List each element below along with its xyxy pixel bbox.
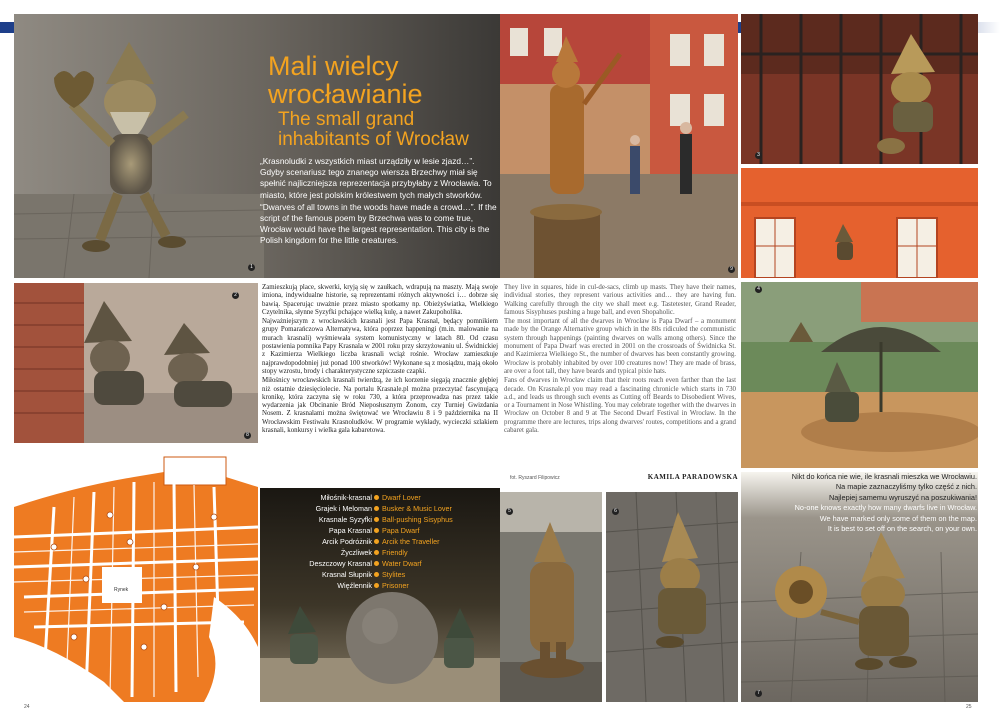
legend-bullet	[374, 550, 379, 555]
body-pl-paragraph-3: Miłośnicy wrocławskich krasnali twierdzą, że ich korzenie sięgają znacznie głębiej niż ostatnie dziesięciolecie. Na portalu Krasnale.pl można przeczytać fascynującą kronikę, która zaczyna się w roku 730, a która przeprowadza nas przez takie wydarzenia jak Obcinanie Bród Nieposłusznym Żonom, czy Turniej Gwizdania Nosem. Z krasnalami można świętować we Wrocławiu 8 i 9 października na II Wrocławskim Festiwalu Krasnoludków. W programie wykłady, wycieczki szlakiem krasnali, konkursy i wielka gala kabaretowa.	[262, 377, 498, 435]
map-caption	[745, 472, 977, 534]
photo-umbrella-gnome	[741, 282, 978, 468]
page-number-left: 24	[24, 704, 30, 710]
body-polish	[262, 284, 498, 486]
legend-bullet	[374, 561, 379, 566]
article-subtitle: The small grand inhabitants of Wrocław	[278, 109, 469, 150]
caption-en-line-3: It is best to set off on the search, on your own.	[827, 524, 977, 534]
photo-number-1: 1	[248, 264, 255, 271]
legend-row: Życzliwek Friendly	[340, 548, 408, 557]
body-en-paragraph-1: They live in squares, hide in cul-de-sacs, climb up masts. They have their names, individual stories, they represent various activities and… they are having fun. Walking carefully through the city we shall meet e.g. Tastetester, Grand Reader, famous Sisyphuses pushing a huge ball, and even Shopaholic.	[504, 284, 736, 316]
legend-bullet	[374, 495, 379, 500]
photo-number-9: 9	[728, 266, 735, 273]
photo-number-2: 2	[232, 292, 239, 299]
legend-row: Deszczowy Krasnal Water Dwarf	[309, 559, 422, 568]
legend-row: Arcik Podróżnik Arcik the Traveller	[322, 537, 440, 546]
photo-pavement-gnome	[606, 492, 738, 702]
photo-orange-building	[741, 168, 978, 278]
intro-polish: „Krasnoludki z wszystkich miast urządziły w lesie zjazd…”. Gdyby scenariusz tego znanego wiersza Brzechwy miał się spełnić najliczniejsza reprezentacja przybyłaby z Wrocławia. To miasto, które jest polskim królestwem tych małych stworków.	[260, 156, 492, 200]
legend-row: Papa Krasnal Papa Dwarf	[328, 526, 420, 535]
body-pl-paragraph-1: Zamieszkują place, skwerki, kryją się w zaułkach, wdrapują na maszty. Mają swoje imiona, indywidualne historie, są reprezentami różnych aktywności i… dobrze się bawią. Spacerując uważnie przez miasto spotkamy np. Obieżyświatka, Wielkiego Czytelnika, słynne Syzyfki pchające wielką kulę, a nawet Zakupoholika.	[262, 284, 498, 316]
caption-pl-line-3: Najlepiej samemu wyruszyć na poszukiwania!	[828, 492, 977, 502]
dwarf-legend	[262, 492, 500, 591]
legend-row: Grajek i Meloman Busker & Music Lover	[315, 504, 452, 513]
photo-tall-gnome	[500, 492, 602, 702]
legend-bullet	[374, 517, 379, 522]
caption-pl-line-2: Na mapie zaznaczyliśmy tylko część z nich.	[835, 482, 977, 492]
map-label-rynek: Rynek	[114, 587, 129, 593]
legend-bullet	[374, 572, 379, 577]
legend-bullet	[374, 528, 379, 533]
legend-bullet	[374, 506, 379, 511]
author-name: KAMILA PARADOWSKA	[647, 473, 738, 481]
photo-number-3: 3	[755, 152, 762, 159]
legend-row: Krasnale Syzyfki Ball-pushing Sisyphus	[318, 515, 453, 524]
legend-row: Więźlennik Prisoner	[337, 581, 409, 590]
photo-gnome-fence	[741, 14, 978, 164]
legend-row: Krasnal Słupnik Stylites	[322, 570, 406, 579]
photo-number-4: 4	[755, 286, 762, 293]
legend-bullet	[374, 583, 379, 588]
body-en-paragraph-2: The most important of all the dwarves in Wrocław is Papa Dwarf – a monument made by the Orange Alternative group which in the 80s ridiculed the communistic system through happenings (painting dwarves on walls among others). Since the monument of Papa Dwarf was erected in 2001 on the crossroads of Świdnicka St. and Kazimierza Wielkiego St., the number of dwarves has been constantly growing. Wrocław is probably inhabited by over 100 creatures now! They are made of brass, are over a foot tall, they have beards and typical pixie hats.	[504, 318, 736, 375]
page-number-right: 25	[966, 704, 972, 710]
photo-number-5: 5	[506, 508, 513, 515]
photo-number-8: 8	[244, 432, 251, 439]
photo-credit: fot. Ryszard Filipowicz	[510, 475, 560, 481]
article-title: Mali wielcy wrocławianie	[268, 51, 423, 109]
legend-row: Miłośnik-krasnal Dwarf Lover	[320, 493, 421, 502]
dwarf-map	[14, 447, 258, 702]
caption-en-line-2: We have marked only some of them on the map.	[819, 513, 977, 523]
body-en-paragraph-3: Fans of dwarves in Wrocław claim that their roots reach even farther than the last decade. On Krasnale.pl you may read a fascinating chronicle which starts in 730 a.d., and leads us through such events as Cutting off Beards to Disobedient Wives, or a Tournament in Nose Whistling. You may celebrate together with the dwarves in Wrocław on October 8 and 9 at The Second Dwarf Festival in Wrocław. In the programme there are lectures, trips along dwarves' routes, competitions and a grand cabaret gala.	[504, 377, 736, 435]
article-intro	[260, 156, 500, 248]
photo-gnomes-by-wall	[14, 283, 258, 443]
photo-number-7: 7	[755, 690, 762, 697]
body-pl-paragraph-2: Najważniejszym z wrocławskich krasnali jest Papa Krasnal, będący pomnikiem grupy Pomarańczowa Alternatywa, która poprzez happeningi (m.in. malowanie na murach krasnali) wyśmiewała system komunistyczny w latach 80. Od czasu postawienia pomnika Papy Krasnala w 2001 roku przy skrzyżowaniu ul. Świdnickiej z Kazimierza Wielkiego liczba krasnali wciąż rośnie. Wrocław zamieszkuje najprawdopodobniej już ponad 100 stworków! Wykonane są z mosiądzu, mają około stopy wzrostu, brody i charakterystyczne szpiczaste czapki.	[262, 318, 498, 375]
photo-number-6: 6	[612, 508, 619, 515]
body-english	[504, 284, 736, 470]
legend-bullet	[374, 539, 379, 544]
caption-en-line-1: No-one knows exactly how many dwarfs live in Wrocław.	[794, 503, 977, 513]
photo-living-statue	[500, 14, 738, 278]
intro-english: “Dwarves of all towns in the woods have made a crowd…”. If the script of the famous poem by Brzechwa was to come true, Wrocław would have the largest representation. This city is the Polish kingdom for the little creatures.	[260, 201, 497, 246]
caption-pl-line-1: Nikt do końca nie wie, ile krasnali mieszka we Wrocławiu.	[791, 472, 977, 481]
